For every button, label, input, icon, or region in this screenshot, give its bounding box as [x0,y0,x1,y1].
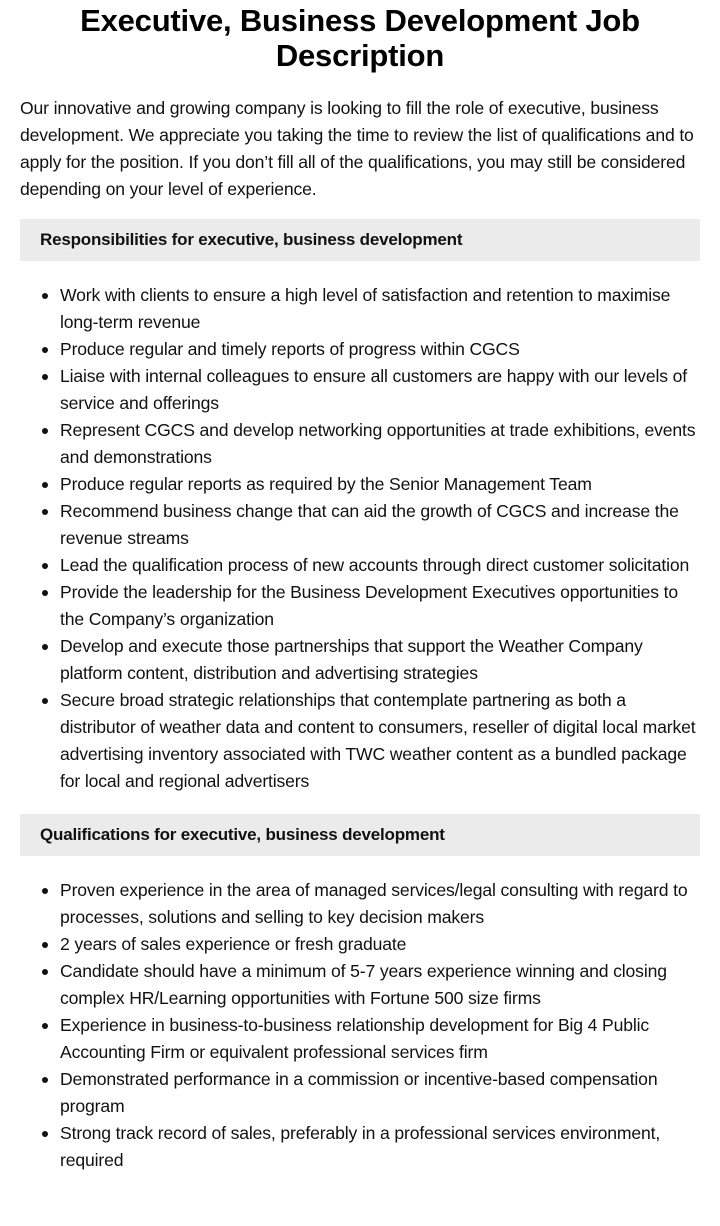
qualifications-heading: Qualifications for executive, business development [40,825,445,844]
list-item: 2 years of sales experience or fresh graduate [60,931,700,958]
qualifications-section-header [20,814,700,856]
qualifications-list [20,877,700,1174]
list-item: Produce regular and timely reports of progress within CGCS [60,336,700,363]
responsibilities-list [20,282,700,795]
list-item: Liaise with internal colleagues to ensure all customers are happy with our levels of service and offerings [60,363,700,417]
list-item: Represent CGCS and develop networking opportunities at trade exhibitions, events and demonstrations [60,417,700,471]
list-item: Work with clients to ensure a high level of satisfaction and retention to maximise long-term revenue [60,282,700,336]
responsibilities-section-header [20,219,700,261]
list-item: Lead the qualification process of new accounts through direct customer solicitation [60,552,700,579]
list-item: Experience in business-to-business relationship development for Big 4 Public Accounting Firm or equivalent professional services firm [60,1012,700,1066]
list-item: Proven experience in the area of managed services/legal consulting with regard to processes, solutions and selling to key decision makers [60,877,700,931]
intro-paragraph: Our innovative and growing company is looking to fill the role of executive, business development. We appreciate you taking the time to review the list of qualifications and to apply for the position. If you don’t fill all of the qualifications, you may still be considered depending on your level of experience. [20,98,694,199]
list-item: Candidate should have a minimum of 5-7 years experience winning and closing complex HR/Learning opportunities with Fortune 500 size firms [60,958,700,1012]
list-item: Recommend business change that can aid the growth of CGCS and increase the revenue streams [60,498,700,552]
list-item: Secure broad strategic relationships that contemplate partnering as both a distributor of weather data and content to consumers, reseller of digital local market advertising inventory associated with TWC weather content as a bundled package for local and regional advertisers [60,687,700,795]
list-item: Develop and execute those partnerships that support the Weather Company platform content, distribution and advertising strategies [60,633,700,687]
list-item: Provide the leadership for the Business Development Executives opportunities to the Company’s organization [60,579,700,633]
page-title: Executive, Business Development Job Description [80,3,640,73]
list-item: Strong track record of sales, preferably in a professional services environment, required [60,1120,700,1174]
responsibilities-heading: Responsibilities for executive, business development [40,230,463,249]
list-item: Produce regular reports as required by the Senior Management Team [60,471,700,498]
list-item: Demonstrated performance in a commission or incentive-based compensation program [60,1066,700,1120]
